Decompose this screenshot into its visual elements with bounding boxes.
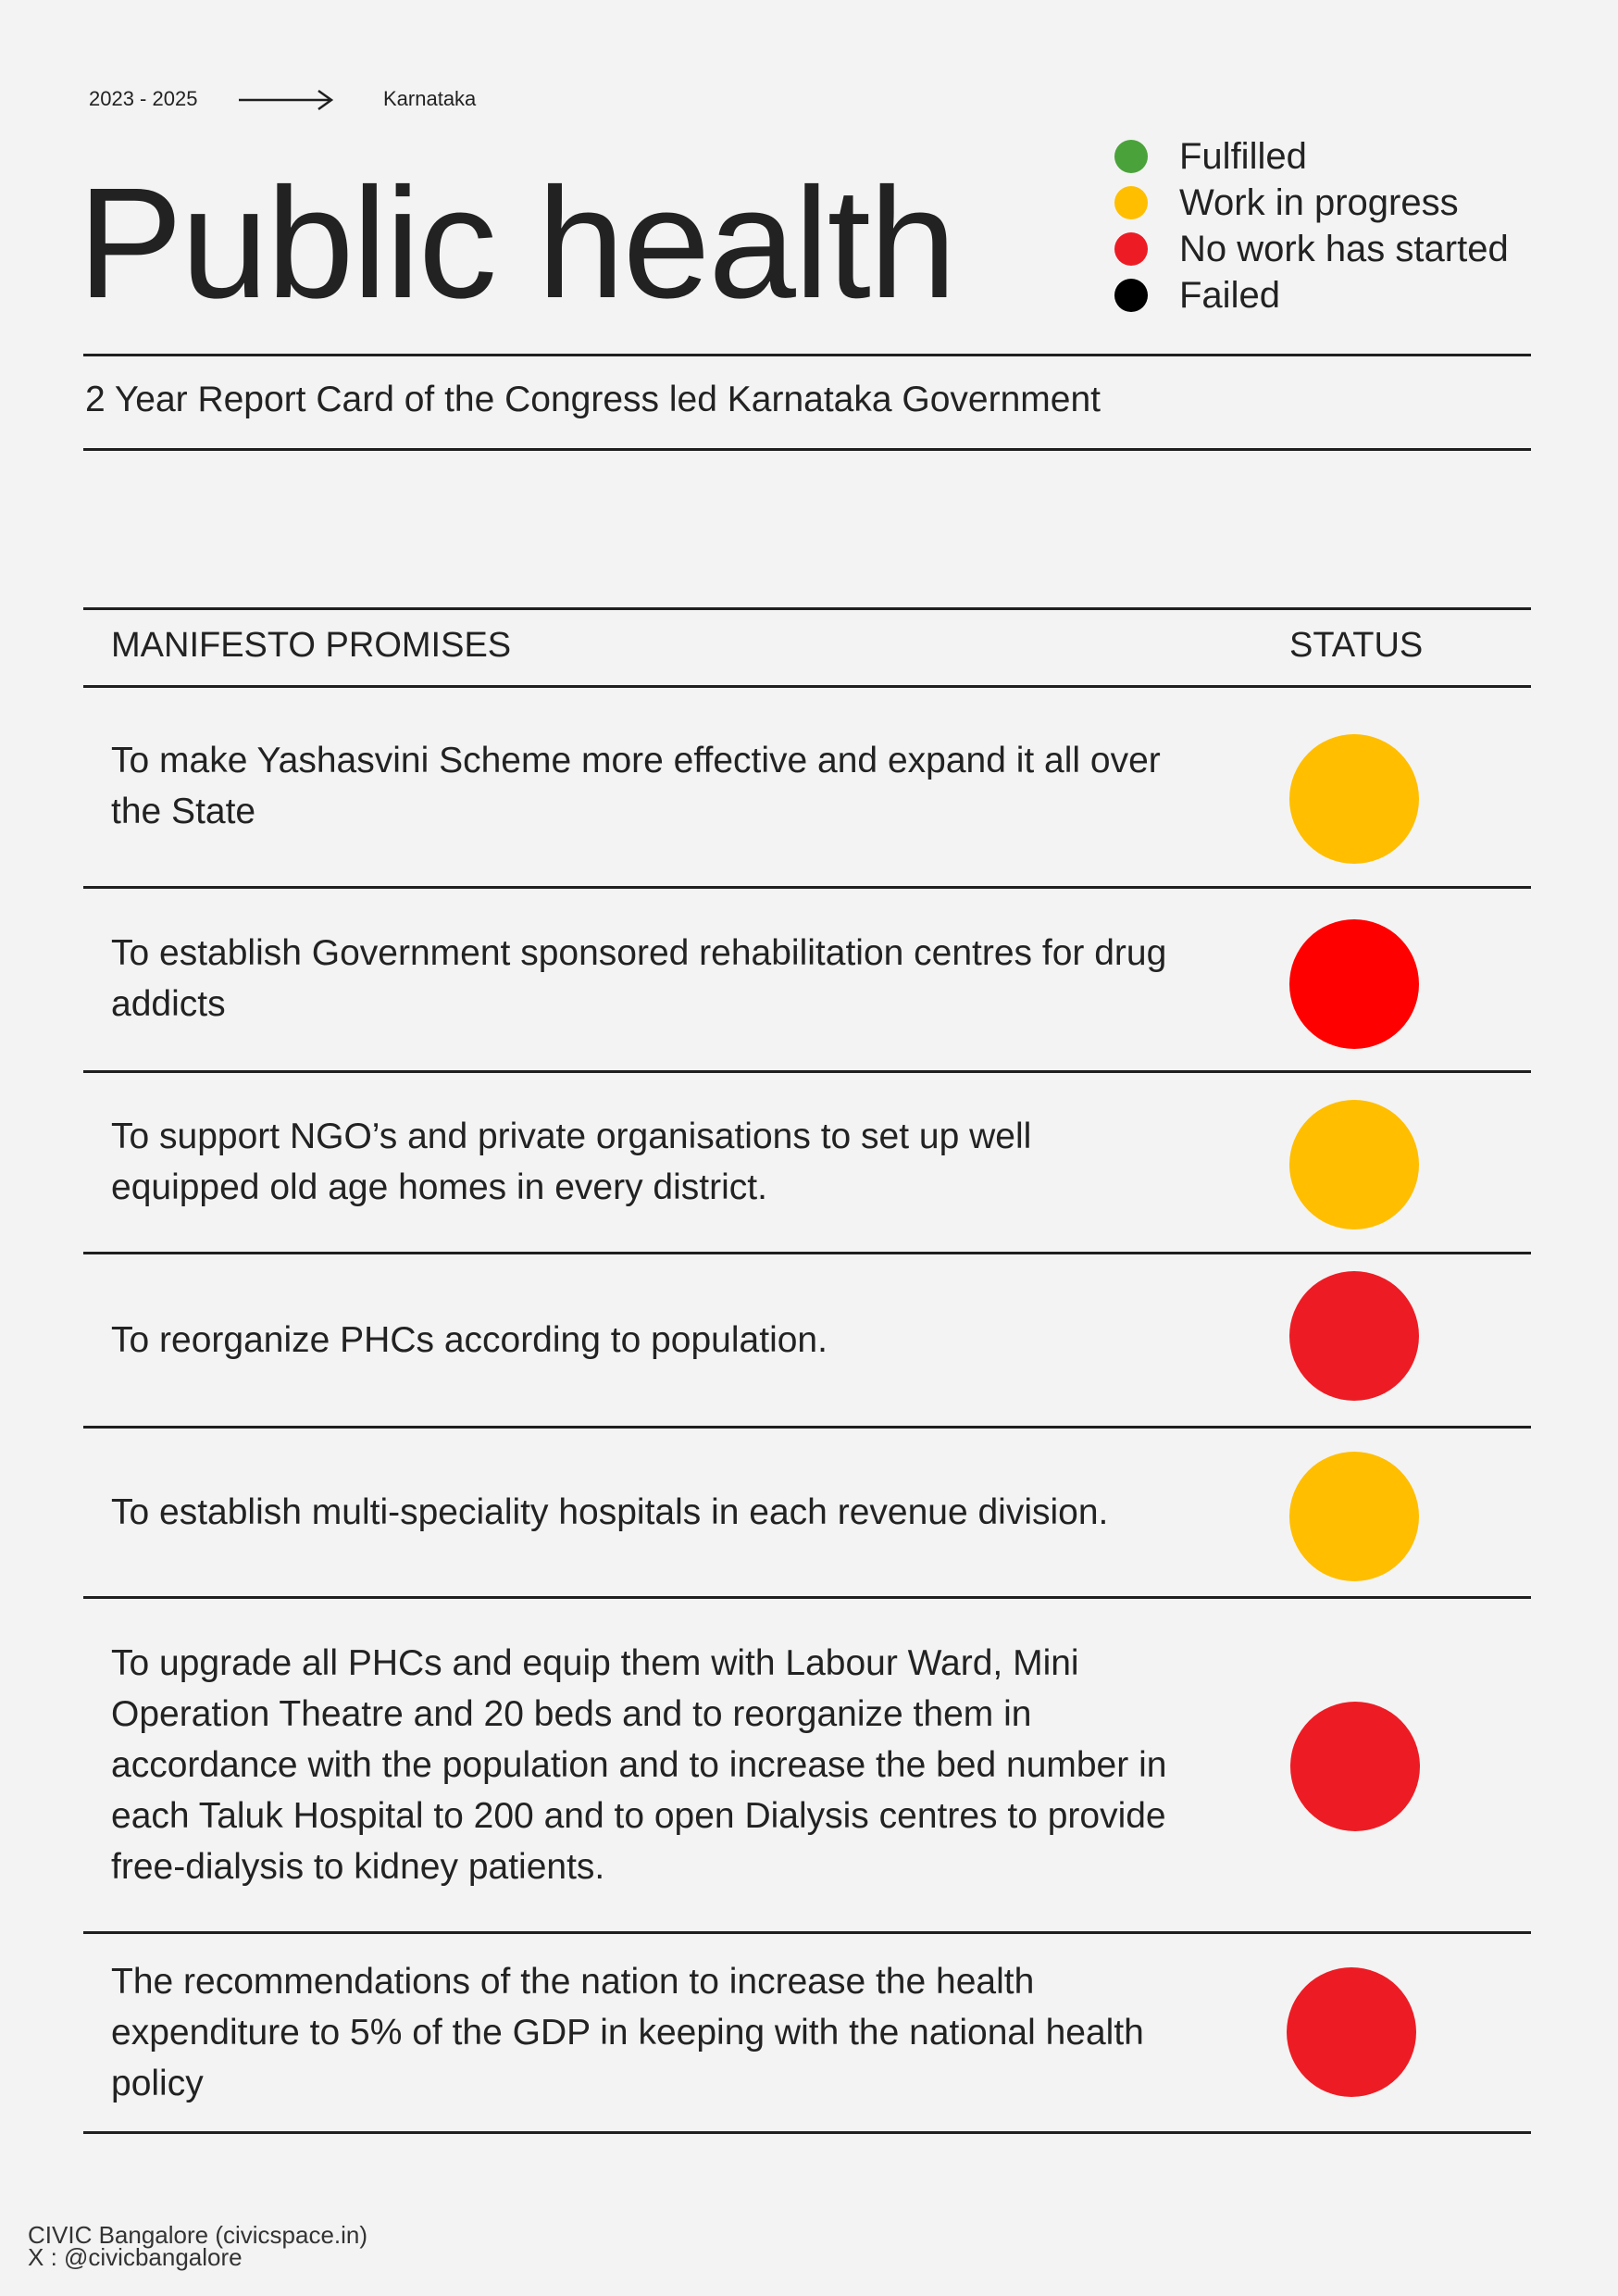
- legend-label: Fulfilled: [1179, 135, 1307, 177]
- table-row-promise: [111, 687, 1185, 885]
- divider: [83, 448, 1531, 451]
- legend-item-not-started: [1114, 226, 1509, 272]
- legend-label: Failed: [1179, 274, 1280, 316]
- footer-social-handle: X : @civicbangalore: [28, 2243, 243, 2271]
- region-label: Karnataka: [383, 87, 477, 110]
- page-title: Public health: [78, 156, 955, 331]
- table-row-promise: [111, 888, 1185, 1069]
- legend-label: No work has started: [1179, 228, 1509, 269]
- page-subtitle: 2 Year Report Card of the Congress led Karnataka Government: [85, 380, 1101, 419]
- legend-dot-icon: [1114, 279, 1148, 312]
- promise-text: To establish multi-speciality hospitals in each revenue division.: [111, 1491, 1109, 1532]
- status-indicator-icon: [1290, 1702, 1420, 1831]
- column-header-promises: MANIFESTO PROMISES: [111, 626, 512, 665]
- divider: [83, 354, 1531, 356]
- arrow-right-icon: [237, 89, 335, 111]
- footer-credits: [28, 2221, 368, 2271]
- legend-dot-icon: [1114, 140, 1148, 173]
- year-range: 2023 - 2025: [89, 87, 198, 110]
- promise-text: To make Yashasvini Scheme more effective and expand it all over the State: [111, 741, 1161, 831]
- legend-dot-icon: [1114, 232, 1148, 266]
- promise-text: To establish Government sponsored rehabilitation centres for drug addicts: [111, 933, 1167, 1024]
- promise-text: The recommendations of the nation to increase the health expenditure to 5% of the GDP in keeping with the national health policy: [111, 1961, 1144, 2103]
- status-indicator-icon: [1289, 1452, 1419, 1581]
- legend-item-in-progress: [1114, 180, 1509, 226]
- status-indicator-icon: [1289, 919, 1419, 1049]
- table-row-promise: [111, 1072, 1185, 1252]
- table-row-promise: [111, 1598, 1185, 1931]
- legend-dot-icon: [1114, 186, 1148, 219]
- table-top-rule: [83, 607, 1531, 610]
- table-row-promise: [111, 1254, 1185, 1426]
- promise-text: To support NGO’s and private organisations to set up well equipped old age homes in every district.: [111, 1117, 1032, 1207]
- status-indicator-icon: [1289, 734, 1419, 864]
- status-indicator-icon: [1289, 1100, 1419, 1229]
- status-indicator-icon: [1287, 1967, 1416, 2097]
- column-header-status: STATUS: [1289, 626, 1424, 665]
- legend-label: Work in progress: [1179, 181, 1459, 223]
- table-row-promise: [111, 1933, 1185, 2131]
- promise-text: To reorganize PHCs according to population.: [111, 1319, 828, 1360]
- footer-organisation: CIVIC Bangalore (civicspace.in): [28, 2221, 368, 2249]
- status-legend: [1114, 133, 1509, 318]
- legend-item-failed: [1114, 272, 1509, 318]
- promise-text: To upgrade all PHCs and equip them with Labour Ward, Mini Operation Theatre and 20 beds and to reorganize them in accordance with the population and to increase the bed number in each Taluk Hospital to 200 and to open Dialysis centres to provide free-dialysis to kidney patients.: [111, 1642, 1167, 1887]
- table-row-promise: [111, 1428, 1185, 1596]
- status-indicator-icon: [1289, 1271, 1419, 1401]
- table-bottom-rule: [83, 2131, 1531, 2134]
- legend-item-fulfilled: [1114, 133, 1509, 180]
